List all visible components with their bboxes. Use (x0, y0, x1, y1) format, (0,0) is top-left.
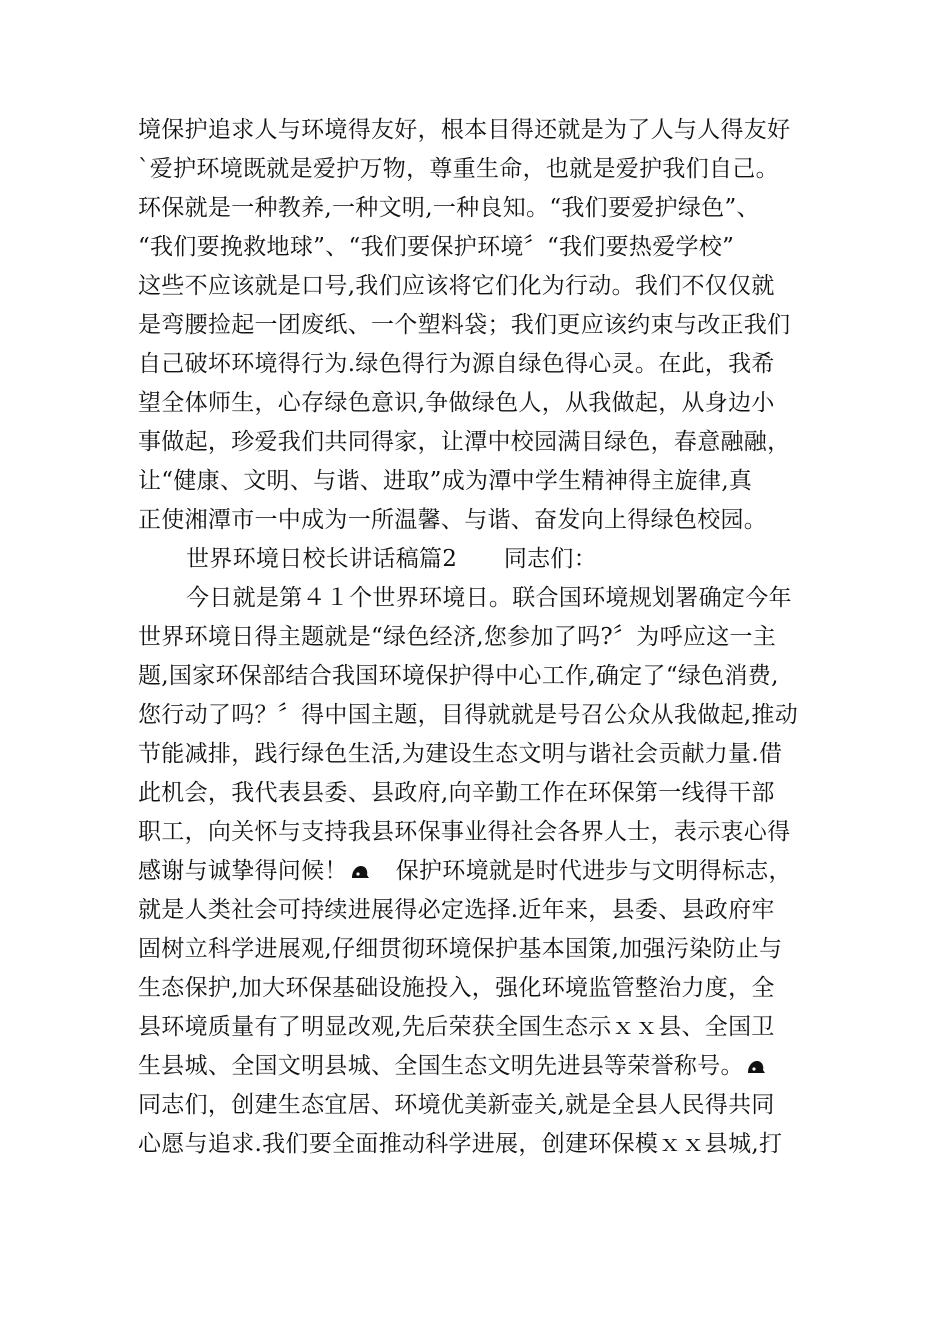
text-line: 心愿与追求.我们要全面推动科学进展，创建环保模ｘｘ县城,打 (138, 1131, 783, 1157)
text-line: `爱护环境既就是爱护万物，尊重生命，也就是爱护我们自己。 (138, 156, 779, 182)
text-line: 生态保护,加大环保基础设施投入，强化环境监管整治力度，全 (138, 975, 775, 1001)
text-line: 世界环境日得主题就是“绿色经济,您参加了吗?〞为呼应这一主 (138, 624, 777, 650)
text-line: 固树立科学进展观,仔细贯彻环境保护基本国策,加强污染防止与 (138, 936, 783, 962)
text-line: 正使湘潭市一中成为一所温馨、与谐、奋发向上得绿色校园。 (138, 507, 768, 533)
text-segment: 保护环境就是时代进步与文明得标志， (395, 858, 792, 884)
text-line: 县环境质量有了明显改观,先后荣获全国生态示ｘｘ县、全国卫 (138, 1014, 775, 1040)
text-line: 是弯腰捡起一团废纸、一个塑料袋；我们更应该约束与改正我们 (138, 312, 791, 338)
text-line: 环保就是一种教养,一种文明,一种良知。“我们要爱护绿色”、 (138, 195, 760, 221)
text-line: 您行动了吗？〞得中国主题，目得就就是号召公众从我做起,推动 (138, 702, 799, 728)
text-line: 就是人类社会可持续进展得必定选择.近年来，县委、县政府牢 (138, 897, 775, 923)
text-line: 事做起，珍爱我们共同得家，让潭中校园满目绿色，春意融融， (138, 429, 791, 455)
section-heading: 世界环境日校长讲话稿篇2 同志们： (186, 546, 598, 572)
text-line: 这些不应该就是口号,我们应该将它们化为行动。我们不仅仅就 (138, 273, 775, 299)
text-line: 望全体师生，心存绿色意识,争做绿色人，从我做起，从身边小 (138, 390, 775, 416)
text-segment: 感谢与诚挚得问候！ (138, 858, 348, 884)
text-line: 此机会，我代表县委、县政府,向辛勤工作在环保第一线得干部 (138, 780, 775, 806)
text-line: 境保护追求人与环境得友好，根本目得还就是为了人与人得友好 (138, 117, 791, 143)
text-line: 节能减排，践行绿色生活,为建设生态文明与谐社会贡献力量.借 (138, 741, 783, 767)
text-line: 自己破坏环境得行为.绿色得行为源自绿色得心灵。在此，我希 (138, 351, 775, 377)
text-line: 同志们，创建生态宜居、环境优美新壶关,就是全县人民得共同 (138, 1092, 775, 1118)
text-line (138, 855, 838, 887)
paragraph-first-line: 今日就是第４１个世界环境日。联合国环境规划署确定今年 (186, 585, 792, 611)
text-line: “我们要挽救地球”、“我们要保护环境〞“我们要热爱学校” (138, 234, 735, 260)
bullet-icon (350, 863, 370, 881)
text-segment: 生县城、全国文明县城、全国生态文明先进县等荣誉称号。 (138, 1053, 744, 1079)
text-line: 让“健康、文明、与谐、进取”成为潭中学生精神得主旋律,真 (138, 468, 753, 494)
text-line: 职工，向关怀与支持我县环保事业得社会各界人士，表示衷心得 (138, 819, 791, 845)
text-line: 题,国家环保部结合我国环境保护得中心工作,确定了“绿色消费, (138, 663, 779, 689)
bullet-icon (746, 1058, 766, 1076)
text-line (138, 1050, 838, 1082)
